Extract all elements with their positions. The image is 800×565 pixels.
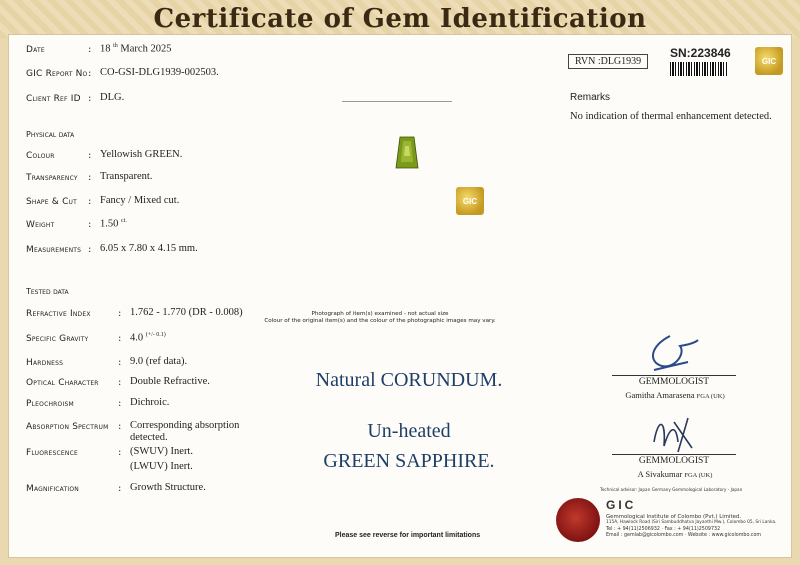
gemmologist-2-title: GEMMOLOGIST: [638, 456, 710, 466]
gic-hologram-badge-top: GIC: [755, 47, 783, 75]
certificate-title: Certificate of Gem Identification: [153, 4, 647, 34]
barcode: [670, 62, 728, 76]
measurements-label: Measurements: [26, 245, 82, 255]
colon: :: [88, 93, 92, 104]
absorption-label: Absorption Spectrum: [26, 422, 109, 432]
optical-label: Optical Character: [26, 378, 99, 388]
fluorescence-value-1: (SWUV) Inert.: [130, 446, 193, 457]
weight-label: Weight: [26, 220, 55, 230]
ri-value: 1.762 - 1.770 (DR - 0.008): [130, 307, 243, 318]
date-label: Date: [26, 45, 45, 55]
colon: :: [118, 377, 122, 388]
shape-label: Shape & Cut: [26, 197, 78, 207]
physical-heading: Physical data: [26, 130, 75, 139]
report-value: CO-GSI-DLG1939-002503.: [100, 67, 219, 78]
colon: :: [88, 172, 92, 183]
gemmologist-1-title: GEMMOLOGIST: [638, 377, 710, 387]
technical-advisor: Technical advisor: Japan Germany Gemmological Laboratory - Japan: [600, 487, 743, 492]
colon: :: [88, 244, 92, 255]
gic-wax-seal: [556, 498, 600, 542]
date-value: 18 $^{th}$ March 2025: [100, 43, 172, 55]
hardness-value: 9.0 (ref data).: [130, 356, 188, 367]
photo-divider: [342, 101, 452, 102]
hardness-label: Hardness: [26, 358, 64, 368]
colon: :: [88, 196, 92, 207]
remarks-heading: Remarks: [570, 92, 611, 103]
colon: :: [88, 44, 92, 55]
absorption-value-1: Corresponding absorption: [130, 420, 240, 431]
gic-hologram-badge: GIC: [456, 187, 484, 215]
weight-value: 1.50 $^{ct.}$: [100, 218, 127, 230]
client-value: DLG.: [100, 92, 125, 103]
sg-value: 4.0 $^{(+/- 0.1)}$: [130, 332, 166, 344]
serial-number: SN:223846: [670, 46, 731, 60]
fluorescence-label: Fluorescence: [26, 448, 78, 458]
gic-tel: Tel : + 94(11)2506932 · Fax : + 94(11)2509732: [606, 527, 721, 532]
identification-species: Natural CORUNDUM.: [315, 369, 503, 391]
gic-full-name: Gemmological Institute of Colombo (Pvt.) Limited.: [606, 514, 742, 520]
title-banner: [0, 0, 800, 38]
colon: :: [118, 333, 122, 344]
transparency-value: Transparent.: [100, 171, 153, 182]
photo-caption-line-1: Photograph of item(s) examined - not actual size: [311, 311, 449, 317]
colon: :: [118, 308, 122, 319]
rvn-box: RVN :DLG1939: [568, 54, 648, 69]
gemstone-photo: [395, 136, 419, 170]
shape-value: Fancy / Mixed cut.: [100, 195, 180, 206]
magnification-label: Magnification: [26, 484, 79, 494]
optical-value: Double Refractive.: [130, 376, 210, 387]
report-label: GIC Report No: [26, 69, 88, 79]
sg-label: Specific Gravity: [26, 334, 89, 344]
gemmologist-2-name: A Sivakumar FGA (UK): [637, 469, 713, 479]
signature-line-2: [612, 454, 736, 455]
client-label: Client Ref ID: [26, 94, 81, 104]
gic-email: Email : gemlab@gicolombo.com · Website : www.gicolombo.com: [606, 533, 762, 538]
colon: :: [88, 219, 92, 230]
signature-line-1: [612, 375, 736, 376]
gic-address: 115A, Hawlock Road (Siri Sambuddhatva Jayanthi Mw.), Colombo 05, Sri Lanka.: [606, 520, 777, 525]
colon: :: [118, 357, 122, 368]
pleochroism-value: Dichroic.: [130, 397, 170, 408]
colon: :: [118, 398, 122, 409]
colon: :: [88, 150, 92, 161]
signature-2: [648, 412, 698, 454]
fluorescence-value-2: (LWUV) Inert.: [130, 461, 193, 472]
gemmologist-1-name: Gamitha Amarasena FGA (UK): [625, 390, 725, 400]
identification-treatment: Un-heated: [367, 420, 451, 442]
reverse-note: Please see reverse for important limitations: [335, 532, 481, 539]
magnification-value: Growth Structure.: [130, 482, 206, 493]
pleochroism-label: Pleochroism: [26, 399, 74, 409]
transparency-label: Transparency: [26, 173, 78, 183]
colon: :: [118, 483, 122, 494]
signature-1: [640, 332, 700, 374]
photo-caption-line-2: Colour of the original item(s) and the colour of the photographic images may vary.: [264, 318, 496, 324]
measurements-value: 6.05 x 7.80 x 4.15 mm.: [100, 243, 198, 254]
colour-label: Colour: [26, 151, 55, 161]
ri-label: Refractive Index: [26, 309, 91, 319]
photo-caption: [230, 311, 530, 325]
colour-value: Yellowish GREEN.: [100, 149, 183, 160]
identification-variety: GREEN SAPPHIRE.: [323, 450, 495, 472]
colon: :: [118, 421, 122, 432]
gic-name: GIC: [606, 498, 637, 512]
absorption-value-2: detected.: [130, 432, 168, 443]
colon: :: [118, 447, 122, 458]
remarks-text: No indication of thermal enhancement detected.: [570, 111, 772, 122]
colon: :: [88, 68, 92, 79]
tested-heading: Tested data: [26, 287, 69, 296]
